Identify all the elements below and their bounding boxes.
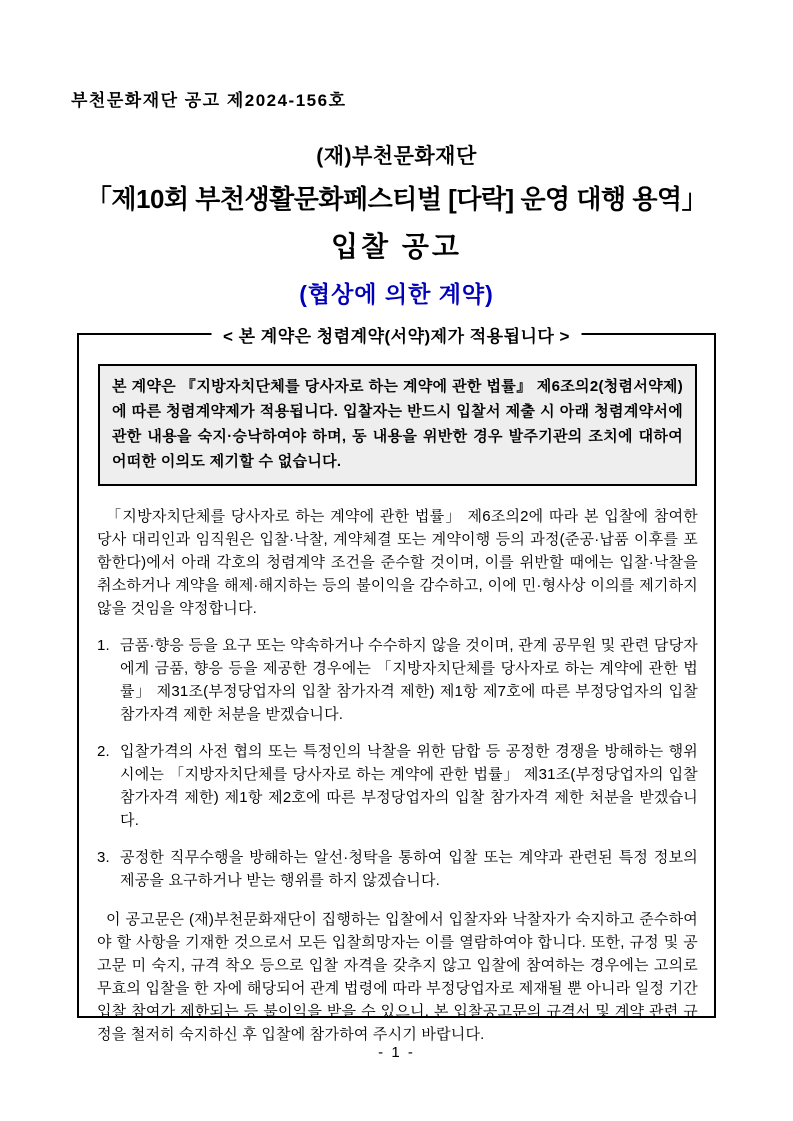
integrity-intro-paragraph: 「지방자치단체를 당사자로 하는 계약에 관한 법률」 제6조의2에 따라 본 입찰에 참여한 당사 대리인과 임직원은 입찰·낙찰, 계약체결 또는 계약이행 등의 과정(준공·납품 이후를 포함한다)에서 아래 각호의 청렴계약 조건을 준수할 것이며, 이를 위반할 때에는 입찰·낙찰을 취소하거나 계약을 해제·해지하는 등의 불이익을 감수하고, 이에 민·형사상 이의를 제기하지 않을 것임을 약정합니다.	[97, 508, 698, 617]
pledge-item-2	[97, 740, 698, 832]
bid-notice-title-line2: 입찰 공고	[331, 231, 462, 262]
closing-paragraph: 이 공고문은 (재)부천문화재단이 집행하는 입찰에서 입찰자와 낙찰자가 숙지하고 준수하여야 할 사항을 기재한 것으로서 모든 입찰희망자는 이를 열람하여야 합니다. 또한, 규정 및 공고문 미 숙지, 규격 착오 등으로 입찰 자격을 갖추지 않고 입찰에 참여하는 경우에는 고의로 무효의 입찰을 한 자에 해당되어 관계 법령에 따라 부정당업자로 제재될 뿐 아니라 일정 기간 입찰 참여가 제한되는 등 불이익을 받을 수 있으니, 본 입찰공고문의 규격서 및 계약 관련 규정을 철저히 숙지하신 후 입찰에 참가하여 주시기 바랍니다.	[97, 911, 698, 1043]
pledge-item-2-number: 2.	[97, 743, 110, 760]
pledge-item-3-number: 3.	[97, 849, 110, 866]
pledge-item-1	[97, 634, 698, 726]
organization-name: (재)부천문화재단	[316, 145, 477, 168]
pledge-item-1-text: 금품·향응 등을 요구 또는 약속하거나 수수하지 않을 것이며, 관계 공무원 및 관련 담당자에게 금품, 향응 등을 제공한 경우에는 「지방자치단체를 당사자로 하는 계약에 관한 법률」 제31조(부정당업자의 입찰 참가자격 제한) 제1항 제7호에 따른 부정당업자의 입찰 참가자격 제한 처분을 받겠습니다.	[120, 637, 698, 723]
pledge-item-1-number: 1.	[97, 637, 110, 654]
pledge-item-3	[97, 846, 698, 892]
contract-method-subtitle: (협상에 의한 계약)	[299, 281, 494, 307]
title-block	[0, 140, 793, 309]
pledge-item-3-text: 공정한 직무수행을 방해하는 알선·청탁을 통하여 입찰 또는 계약과 관련된 특정 정보의 제공을 요구하거나 받는 행위를 하지 않겠습니다.	[120, 849, 698, 889]
doc-number: 부천문화재단 공고 제2024-156호	[71, 91, 347, 110]
bid-notice-title: 「제10회 부천생활문화페스티벌 [다락] 운영 대행 용역」	[85, 184, 708, 214]
page-number: - 1 -	[378, 1044, 415, 1061]
integrity-section-legend: < 본 계약은 청렴계약(서약)제가 적용됩니다 >	[211, 322, 582, 347]
integrity-notice-box: 본 계약은 『지방자치단체를 당사자로 하는 계약에 관한 법률』 제6조의2(청렴서약제)에 따른 청렴계약제가 적용됩니다. 입찰자는 반드시 입찰서 제출 시 아래 청렴계약서에 관한 내용을 숙지·승낙하여야 하며, 동 내용을 위반한 경우 발주기관의 조치에 대하여 어떠한 이의도 제기할 수 없습니다.	[98, 364, 697, 486]
pledge-item-2-text: 입찰가격의 사전 협의 또는 특정인의 낙찰을 위한 담합 등 공정한 경쟁을 방해하는 행위 시에는 「지방자치단체를 당사자로 하는 계약에 관한 법률」 제31조(부정당업자의 입찰 참가자격 제한) 제1항 제2호에 따른 부정당업자의 입찰 참가자격 제한 처분을 받겠습니다.	[120, 743, 698, 829]
integrity-pledge-section	[77, 327, 716, 1043]
